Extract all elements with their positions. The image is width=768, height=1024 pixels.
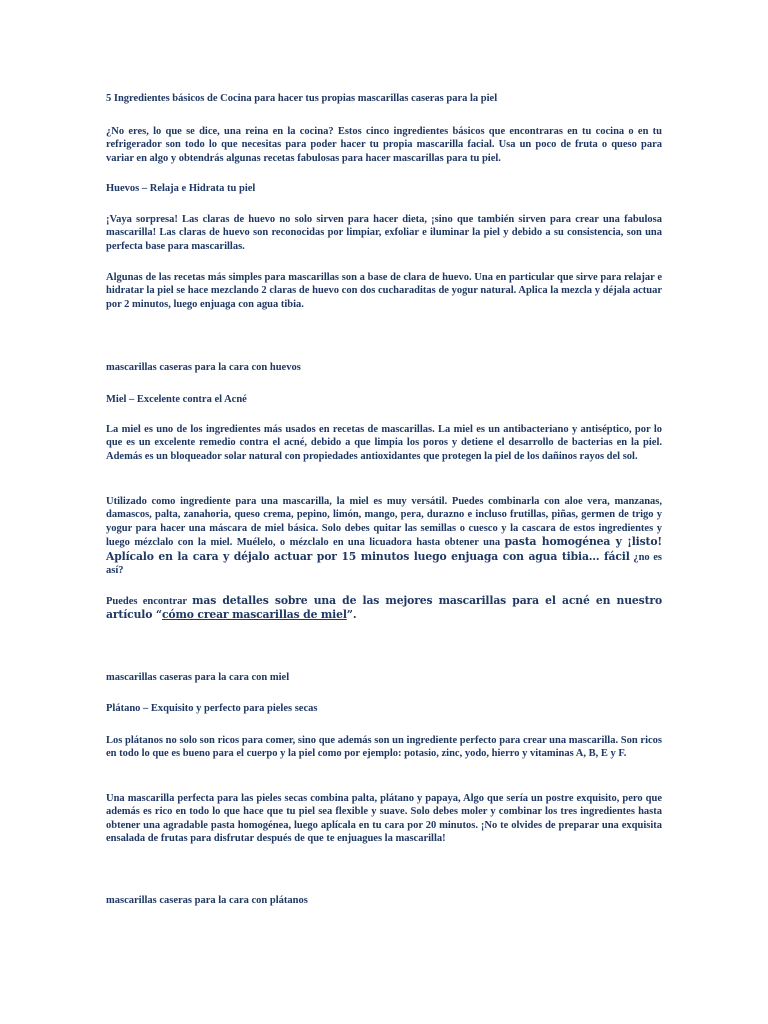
miel-paragraph-3-highlight: mas detalles sobre una de las mejores mascarillas para el acné en nuestro artículo “ xyxy=(106,594,662,622)
miel-image-caption: mascarillas caseras para la cara con miel xyxy=(106,672,290,683)
huevos-paragraph-2: Algunas de las recetas más simples para mascarillas son a base de clara de huevo. Una en particular que sirve para relajar e hidratar la piel se hace mezclando 2 claras de huevo con dos cucharaditas de yogur natural. Aplica la mezcla y déjala actuar por 2 minutos, luego enjuaga con agua tibia. xyxy=(106,272,662,310)
platano-paragraph-1: Los plátanos no solo son ricos para comer, sino que además son un ingrediente perfecto para crear una mascarilla. Son ricos en todo lo que es bueno para el cuerpo y la piel como por ejemplo: potasio, zinc, yodo, hierro y vitaminas A, B, E y F. xyxy=(106,735,662,760)
huevos-heading: Huevos – Relaja e Hidrata tu piel xyxy=(106,183,256,194)
miel-paragraph-1: La miel es uno de los ingredientes más usados en recetas de mascarillas. La miel es un antibacteriano y antiséptico, por lo que es un excelente remedio contra el acné, debido a que limpia los poros y detiene el desarrollo de bacterias en la piel. Además es un bloqueador solar natural con propiedades antioxidantes que protegen la piel de los dañinos rayos del sol. xyxy=(106,424,662,462)
platano-paragraph-2: Una mascarilla perfecta para las pieles secas combina palta, plátano y papaya, Algo que sería un postre exquisito, pero que además es rico en todo lo que hace que tu piel sea flexible y suave. Solo debes moler y combinar los tres ingredientes hasta obtener una agradable pasta homogénea, luego aplícala en tu cara por 20 minutos. ¡No te olvides de preparar una exquisita ensalada de frutas para disfrutar después de que te enjuagues la mascarilla! xyxy=(106,793,662,845)
miel-heading: Miel – Excelente contra el Acné xyxy=(106,394,247,405)
platano-heading: Plátano – Exquisito y perfecto para pieles secas xyxy=(106,703,318,714)
platano-image-caption: mascarillas caseras para la cara con plátanos xyxy=(106,895,308,906)
miel-paragraph-3-start: Puedes encontrar xyxy=(106,596,187,607)
miel-article-link[interactable]: cómo crear mascarillas de miel xyxy=(161,608,347,622)
miel-paragraph-2-end: ¿no es así? xyxy=(106,551,662,577)
huevos-image-caption: mascarillas caseras para la cara con huevos xyxy=(106,362,301,373)
miel-paragraph-2-text: Utilizado como ingrediente para una mascarilla, la miel es muy versátil. Puedes combinarla con aloe vera, manzanas, damascos, palta, zanahoria, queso crema, pepino, limón, mango, pera, durazno e incluso frutillas, piñas, germen de trigo y yogur para hacer una máscara de miel básica. Solo debes quitar las semillas o cuesco y la cascara de estos ingredientes y luego mézclalo con la miel. Muélelo, o mézclalo en una licuadora hasta obtener una xyxy=(106,496,662,549)
miel-paragraph-3 xyxy=(106,594,662,623)
miel-paragraph-3-end: ”. xyxy=(346,608,357,622)
huevos-paragraph-1: ¡Vaya sorpresa! Las claras de huevo no solo sirven para hacer dieta, ¡sino que también sirven para crear una fabulosa mascarilla! Las claras de huevo son reconocidas por limpiar, exfoliar e iluminar la piel y debido a su consistencia, son una perfecta base para mascarillas. xyxy=(106,214,662,252)
miel-paragraph-2 xyxy=(106,495,662,577)
miel-paragraph-2-highlight: pasta homogénea y ¡listo! Aplícalo en la cara y déjalo actuar por 15 minutos luego enjuaga con agua tibia… fácil xyxy=(106,535,662,563)
intro-paragraph: ¿No eres, lo que se dice, una reina en la cocina? Estos cinco ingredientes básicos que encontraras en tu cocina o en tu refrigerador son todo lo que necesitas para poder hacer tu propia mascarilla facial. Usa un poco de fruta o queso para variar en algo y obtendrás algunas recetas fabulosas para hacer mascarillas para tu piel. xyxy=(106,126,662,164)
document-title: 5 Ingredientes básicos de Cocina para hacer tus propias mascarillas caseras para la piel xyxy=(106,93,498,104)
